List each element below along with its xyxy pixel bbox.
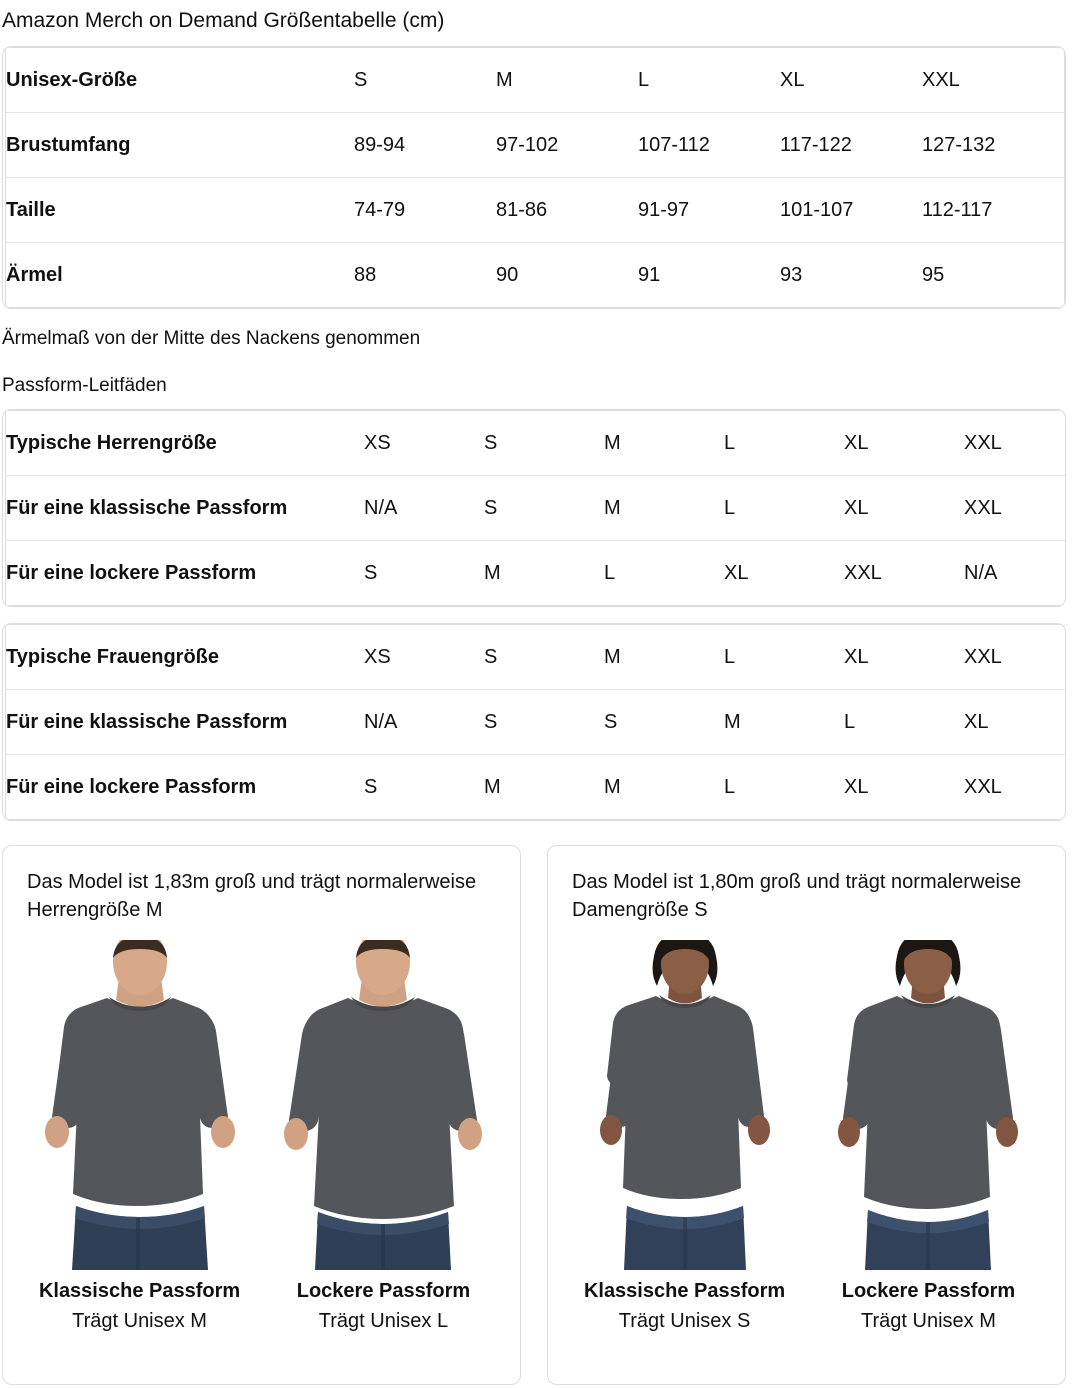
cell-value: M [484,775,501,798]
cell-value: XL [780,48,922,113]
row-label: Für eine klassische Passform [6,476,365,541]
table-row [6,178,1065,243]
cell-value: 91 [638,263,661,286]
cell-value: M [604,411,724,476]
cell-value: XL [844,625,964,690]
cell-value: 127-132 [922,113,1065,178]
row-label: Für eine klassische Passform [6,690,365,755]
cell-value: XL [844,775,869,798]
table-spacer [0,607,1080,623]
cell-value: M [604,625,724,690]
female-model-classic-illustration [580,940,790,1270]
cell-value: S [484,690,604,755]
mens-model-card [2,845,521,1385]
cell-value: 112-117 [922,178,1065,243]
womens-classic-caption [572,1276,797,1336]
row-label: Taille [6,178,355,243]
cell-value: XL [844,476,964,541]
cell-value: L [724,775,736,798]
cell-value: 74-79 [354,178,496,243]
cell-value: L [638,48,780,113]
cell-value: 95 [922,263,945,286]
male-model-classic-illustration [35,940,245,1270]
cell-value: XXL [844,561,882,584]
mens-classic-caption [27,1276,252,1336]
cell-value: S [484,625,604,690]
cell-value: N/A [964,561,998,584]
cell-value: M [724,690,844,755]
cell-value: 91-97 [638,178,780,243]
cell-value: 117-122 [780,113,922,178]
caption-title: Klassische Passform [583,1280,786,1302]
cell-value: XL [724,561,749,584]
table-row [6,476,1067,541]
row-label: Typische Herrengröße [6,411,365,476]
cell-value: XS [364,625,484,690]
cell-value: S [364,561,378,584]
mens-fit-table-container [2,409,1066,607]
row-label: Typische Frauengröße [6,625,365,690]
row-label: Unisex-Größe [6,48,355,113]
cell-value: XXL [922,48,1065,113]
table-row [6,755,1067,820]
womens-model-description: Das Model ist 1,80m groß und trägt normalerweise Damengröße S [572,871,1022,921]
cell-value: N/A [364,476,484,541]
cell-value: XXL [964,625,1066,690]
womens-figures [572,940,1041,1270]
cell-value: XXL [964,411,1066,476]
unisex-size-table-container [2,46,1066,309]
table-row [6,243,1065,308]
caption-title: Klassische Passform [38,1280,241,1302]
table-row [6,411,1067,476]
cell-value: XL [964,690,1066,755]
cell-value: 107-112 [638,113,780,178]
cell-value: S [604,690,724,755]
sleeve-measure-note: Ärmelmaß von der Mitte des Nackens genommen [2,328,421,349]
cell-value: L [724,625,844,690]
womens-fit-table-container [2,623,1066,821]
mens-classic-fit-figure [27,940,252,1270]
cell-value: 89-94 [354,113,496,178]
row-label: Brustumfang [6,113,355,178]
table-row [6,541,1067,606]
cell-value: L [724,411,844,476]
cell-value: L [724,476,844,541]
womens-relaxed-fit-figure [816,940,1041,1270]
cell-value: M [496,48,638,113]
cell-value: 88 [354,263,377,286]
cell-value: S [484,476,604,541]
unisex-size-table [5,47,1065,308]
womens-classic-fit-figure [572,940,797,1270]
cell-value: 97-102 [496,113,638,178]
cell-value: M [484,561,501,584]
male-model-relaxed-illustration [278,940,488,1270]
row-label: Für eine lockere Passform [6,775,257,798]
female-model-relaxed-illustration [823,940,1033,1270]
cell-value: M [604,775,621,798]
cell-value: 101-107 [780,178,922,243]
fit-guides-label: Passform-Leitfäden [2,375,167,396]
caption-subtitle: Trägt Unisex L [318,1310,449,1332]
mens-relaxed-fit-figure [271,940,496,1270]
table-row [6,625,1067,690]
cell-value: S [364,775,378,798]
womens-fit-table [5,624,1066,820]
mens-captions [27,1276,496,1336]
row-label: Ärmel [6,263,63,286]
caption-title: Lockere Passform [296,1280,471,1302]
cell-value: XL [844,411,964,476]
caption-subtitle: Trägt Unisex S [618,1310,751,1332]
row-label: Für eine lockere Passform [6,561,257,584]
womens-relaxed-caption [816,1276,1041,1336]
mens-fit-table [5,410,1066,606]
table-row [6,113,1065,178]
cell-value: M [604,476,724,541]
caption-title: Lockere Passform [841,1280,1016,1302]
cell-value: N/A [364,690,484,755]
mens-relaxed-caption [271,1276,496,1336]
page-title: Amazon Merch on Demand Größentabelle (cm) [2,9,445,32]
cell-value: XS [364,411,484,476]
womens-model-card [547,845,1066,1385]
mens-figures [27,940,496,1270]
cell-value: L [604,561,616,584]
cell-value: XXL [964,476,1066,541]
cell-value: L [844,690,964,755]
mens-model-description: Das Model ist 1,83m groß und trägt normalerweise Herrengröße M [27,871,477,921]
womens-captions [572,1276,1041,1336]
table-row [6,690,1067,755]
cell-value: 93 [780,263,803,286]
caption-subtitle: Trägt Unisex M [72,1310,207,1332]
table-row [6,48,1065,113]
cell-value: S [354,48,496,113]
model-cards [2,845,1066,1385]
cell-value: S [484,411,604,476]
cell-value: 81-86 [496,178,638,243]
cell-value: XXL [964,775,1002,798]
caption-subtitle: Trägt Unisex M [861,1310,996,1332]
cell-value: 90 [496,263,519,286]
